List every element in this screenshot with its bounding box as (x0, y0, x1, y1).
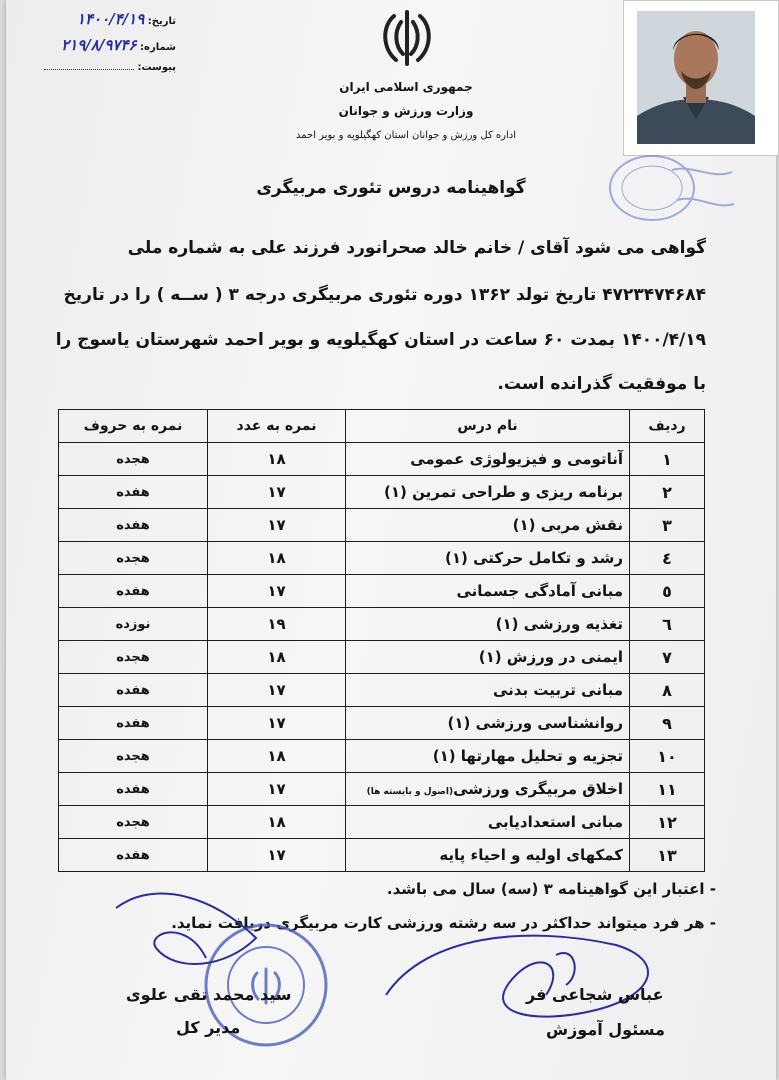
row-number: ۹ (630, 707, 705, 740)
holder-photo (623, 0, 779, 156)
score-words: هفده (59, 773, 208, 806)
score-words: هفده (59, 575, 208, 608)
grades-table (58, 409, 705, 872)
score-number: ۱۷ (208, 773, 346, 806)
score-number: ۱۸ (208, 443, 346, 476)
certificate-paper (6, 0, 776, 1080)
course-name (346, 773, 630, 806)
score-words: هجده (59, 542, 208, 575)
score-words: هفده (59, 674, 208, 707)
score-words: هفده (59, 476, 208, 509)
score-number: ۱۷ (208, 476, 346, 509)
row-number: ۱۱ (630, 773, 705, 806)
certificate-title: گواهینامه دروس تئوری مربیگری (256, 178, 526, 198)
course-name: تغذیه ورزشی (۱) (346, 608, 630, 641)
table-row (59, 608, 705, 641)
course-name: برنامه ریزی و طراحی تمرین (۱) (346, 476, 630, 509)
attachment-label: پیوست: (137, 62, 176, 73)
date-value: ۱۴۰۰/۴/۱۹ (76, 10, 145, 28)
header-score-words: نمره به حروف (59, 410, 208, 443)
date-label: تاریخ: (147, 16, 176, 27)
row-number: ۱۳ (630, 839, 705, 872)
course-name: ایمنی در ورزش (۱) (346, 641, 630, 674)
table-row (59, 839, 705, 872)
course-name: رشد و تکامل حرکتی (۱) (346, 542, 630, 575)
score-number: ۱۸ (208, 641, 346, 674)
score-number: ۱۷ (208, 707, 346, 740)
course-name: مبانی آمادگی جسمانی (346, 575, 630, 608)
table-row (59, 740, 705, 773)
score-words: هجده (59, 641, 208, 674)
score-words: نوزده (59, 608, 208, 641)
attachment-field (26, 62, 176, 73)
right-signatory-title: مسئول آموزش (546, 1020, 665, 1039)
table-row (59, 707, 705, 740)
body-line-2: ۴۷۲۳۴۷۴۶۸۴ تاریخ تولد ۱۳۶۲ دوره تئوری مربیگری درجه ۳ ( ســه ) را در تاریخ (63, 285, 706, 305)
score-number: ۱۷ (208, 509, 346, 542)
row-number: ۱۲ (630, 806, 705, 839)
score-number: ۱۷ (208, 674, 346, 707)
score-number: ۱۸ (208, 806, 346, 839)
body-line-3: ۱۴۰۰/۴/۱۹ بمدت ۶۰ ساعت در استان کهگیلویه و بویر احمد شهرستان یاسوج را (55, 330, 706, 350)
row-number: ۷ (630, 641, 705, 674)
person-portrait (637, 11, 755, 144)
course-name: تجزیه و تحلیل مهارتها (۱) (346, 740, 630, 773)
header-score-number: نمره به عدد (208, 410, 346, 443)
course-name: مبانی استعدادیابی (346, 806, 630, 839)
course-name: روانشناسی ورزشی (۱) (346, 707, 630, 740)
header-row-number: ردیف (630, 410, 705, 443)
score-words: هفده (59, 839, 208, 872)
row-number: ۸ (630, 674, 705, 707)
validity-note: - اعتبار این گواهینامه ۳ (سه) سال می باشد. (386, 880, 716, 898)
table-row (59, 575, 705, 608)
score-number: ۱۹ (208, 608, 346, 641)
table-row (59, 542, 705, 575)
course-name: مبانی تربیت بدنی (346, 674, 630, 707)
table-row (59, 476, 705, 509)
row-number: ۲ (630, 476, 705, 509)
course-name-note: (اصول و بایسته ها) (366, 787, 454, 797)
left-signatory-name: سید محمد تقی علوی (126, 985, 292, 1004)
table-row (59, 806, 705, 839)
left-signatory-title: مدیر کل (176, 1018, 241, 1037)
score-number: ۱۸ (208, 740, 346, 773)
right-signatory-name: عباس شجاعی فر (526, 985, 664, 1004)
row-number: ۳ (630, 509, 705, 542)
row-number: ٤ (630, 542, 705, 575)
table-row (59, 641, 705, 674)
table-row (59, 509, 705, 542)
header-course-name: نام درس (346, 410, 630, 443)
score-words: هجده (59, 806, 208, 839)
ministry-name: وزارت ورزش و جوانان (338, 104, 474, 118)
number-field (26, 36, 176, 54)
body-line-1: گواهی می شود آقای / خانم خالد صحرانورد فرزند علی به شماره ملی (127, 238, 706, 258)
max-fields-note: - هر فرد میتواند حداکثر در سه رشته ورزشی کارت مربیگری دریافت نماید. (171, 914, 716, 932)
number-value: ۲۱۹/۸/۹۷۴۶ (61, 36, 137, 54)
row-number: ۱ (630, 443, 705, 476)
score-words: هفده (59, 707, 208, 740)
row-number: ٦ (630, 608, 705, 641)
score-number: ۱۸ (208, 542, 346, 575)
table-row (59, 773, 705, 806)
table-header-row (59, 410, 705, 443)
score-words: هفده (59, 509, 208, 542)
body-line-4: با موفقیت گذرانده است. (497, 374, 706, 394)
signature-right-scribble (366, 915, 686, 1035)
office-name: اداره کل ورزش و جوانان استان کهگیلویه و بویر احمد (295, 130, 516, 141)
date-field (26, 10, 176, 28)
score-number: ۱۷ (208, 839, 346, 872)
score-number: ۱۷ (208, 575, 346, 608)
table-row (59, 674, 705, 707)
row-number: ٥ (630, 575, 705, 608)
table-row (59, 443, 705, 476)
country-name: جمهوری اسلامی ایران (339, 80, 473, 94)
row-number: ۱۰ (630, 740, 705, 773)
number-label: شماره: (140, 42, 176, 53)
iran-emblem-icon (374, 8, 440, 68)
course-name-text: اخلاق مربیگری ورزشی (453, 780, 623, 798)
score-words: هجده (59, 740, 208, 773)
score-words: هجده (59, 443, 208, 476)
course-name: نقش مربی (۱) (346, 509, 630, 542)
course-name: آناتومی و فیزیولوژی عمومی (346, 443, 630, 476)
course-name: کمکهای اولیه و احیاء پایه (346, 839, 630, 872)
